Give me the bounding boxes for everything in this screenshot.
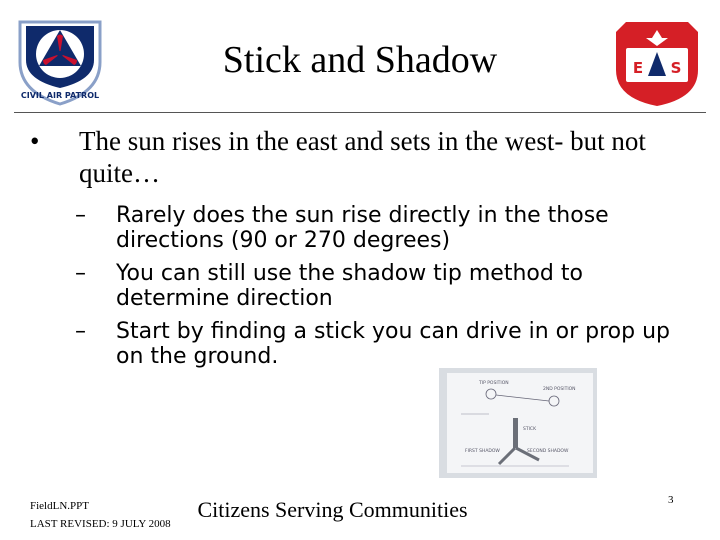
footer-file-name: FieldLN.PPT: [30, 500, 89, 512]
diagram-label-2nd-position: 2ND POSITION: [543, 387, 576, 392]
diagram-label-stick: STICK: [523, 427, 537, 432]
sub-bullet-text: Rarely does the sun rise directly in the those directions (90 or 270 degrees): [116, 203, 609, 253]
slide-title: Stick and Shadow: [222, 39, 498, 81]
footer-revised-date: LAST REVISED: 9 JULY 2008: [30, 518, 171, 530]
sub-bullet: [75, 203, 675, 253]
svg-text:E: E: [632, 59, 644, 77]
main-bullet-text: The sun rises in the east and sets in the west- but not quite…: [79, 126, 646, 188]
sub-bullet-list: [75, 203, 675, 377]
dash-marker: –: [75, 203, 86, 228]
diagram-label-first-shadow: FIRST SHADOW: [465, 449, 500, 454]
dash-marker: –: [75, 319, 86, 344]
page-number: 3: [668, 494, 674, 506]
civil-air-patrol-logo: [14, 14, 106, 106]
bullet-marker: •: [30, 126, 40, 156]
svg-text:CIVIL AIR PATROL: CIVIL AIR PATROL: [20, 91, 100, 100]
sub-bullet: [75, 261, 675, 311]
footer-file-info: [30, 497, 171, 533]
footer-motto: Citizens Serving Communities: [197, 497, 468, 522]
sub-bullet-text: Start by finding a stick you can drive in or prop up on the ground.: [116, 319, 670, 369]
title-divider: [14, 112, 706, 113]
dash-marker: –: [75, 261, 86, 286]
svg-text:S: S: [670, 59, 682, 77]
diagram-label-tip-position: TIP POSITION: [479, 381, 509, 386]
sub-bullet: [75, 319, 675, 369]
diagram-label-second-shadow: SECOND SHADOW: [527, 449, 569, 454]
es-emergency-services-logo: [612, 18, 702, 108]
sub-bullet-text: You can still use the shadow tip method to determine direction: [116, 261, 583, 311]
stick-shadow-diagram-photo: [439, 368, 597, 478]
